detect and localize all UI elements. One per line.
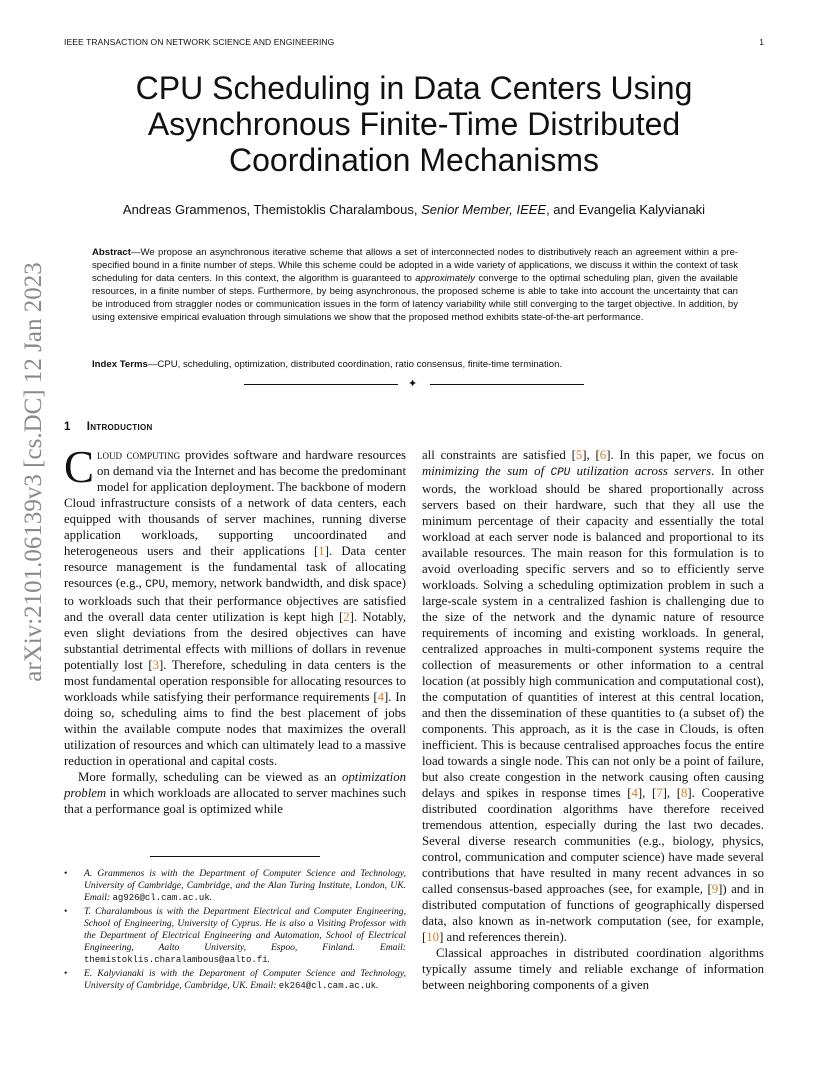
footnote-separator	[150, 856, 320, 857]
footnote	[64, 906, 406, 966]
star-icon: ✦	[408, 377, 418, 390]
text-run: all constraints are satisfied [	[422, 448, 576, 462]
index-terms-text: —CPU, scheduling, optimization, distributed coordination, ratio consensus, finite-time termination.	[147, 359, 563, 370]
citation-link[interactable]: 1	[318, 544, 325, 558]
citation-link[interactable]: 2	[343, 610, 350, 624]
citation-link[interactable]: 7	[656, 786, 663, 800]
text-run: provides software and hardware resources on demand via the Internet and has become the predominant model for application deployment. The backbone of modern Cloud infrastructure consists of a network of data centers, each equipped with thousands of server machines, running diverse application workloads, supporting uncoordinated and heterogeneous users and their applications [	[64, 448, 407, 558]
abstract-label: Abstract	[92, 247, 131, 258]
paragraph	[64, 769, 406, 817]
footnote	[64, 968, 406, 992]
title-line: Asynchronous Finite-Time Distributed	[147, 106, 681, 142]
text-run: ]. In this paper, we focus on	[606, 448, 764, 462]
abstract	[92, 246, 738, 324]
divider-line	[244, 384, 398, 385]
email-address: ag926@cl.cam.ac.uk	[112, 893, 210, 903]
text-run: , memory, network bandwidth, and disk space) to workloads such that their performance objectives are satisfied and the overall data center utilization is kept high [	[64, 576, 406, 624]
paper-title	[64, 70, 764, 178]
paragraph	[422, 447, 764, 945]
footnote-text: A. Grammenos is with the Department of Computer Science and Technology, University of Cambridge, Cambridge, and the Alan Turing Institute, London, UK. Email:	[84, 868, 406, 903]
text-run: ]) and in distributed computation of functions of geographically dispersed data, also known as in-network computation (see, for example, [	[422, 882, 764, 944]
text-run: in which workloads are allocated to server machines such that a performance goal is optimized while	[64, 786, 406, 816]
citation-link[interactable]: 4	[631, 786, 638, 800]
authors-part: Andreas Grammenos, Themistoklis Charalambous,	[122, 202, 422, 217]
email-address: ek264@cl.cam.ac.uk	[278, 981, 377, 991]
paragraph: Classical approaches in distributed coordination algorithms typically assume timely and reliable exchange of information between neighboring components of a given	[422, 946, 764, 992]
lead-words: loud computing	[97, 448, 181, 462]
running-header: IEEE TRANSACTION ON NETWORK SCIENCE AND ENGINEERING	[64, 37, 335, 47]
citation-link[interactable]: 9	[711, 882, 719, 896]
abstract-text: —We propose an asynchronous iterative scheme that allows a set of interconnected nodes to distributively reach an agreement within a pre-specified bound in a finite number of steps. While this scheme could be adopted in a wide variety of applications, we discuss it within the context of task scheduling for data centers. In this context, the algorithm is guaranteed to	[92, 247, 738, 284]
title-line: CPU Scheduling in Data Centers Using	[135, 70, 693, 106]
drop-cap: C	[64, 442, 95, 492]
footnote-end: .	[267, 954, 271, 965]
authors-part: , and Evangelia Kalyvianaki	[546, 202, 706, 217]
footnote-end: .	[376, 980, 379, 991]
citation-link[interactable]: 5	[575, 448, 583, 462]
citation-link[interactable]: 6	[599, 448, 607, 462]
text-run: ], [	[637, 786, 657, 800]
citation-link[interactable]: 3	[152, 658, 160, 672]
section-number: 1	[64, 421, 71, 433]
author-list	[64, 202, 764, 217]
abstract-text: converge to the optimal scheduling plan, given the available resources, in a finite number of steps. Furthermore, by being asynchronous, the proposed scheme is able to take into account the uncertainty that can be introduced from straggler nodes or communication issues in the form of latency variability while still converging to the target objective. In addition, by using extensive empirical evaluation through simulations we show that the proposed method exhibits state-of-the-art performance.	[92, 273, 738, 323]
citation-link[interactable]: 10	[426, 930, 440, 944]
left-column	[64, 442, 407, 816]
emphasis: optimization problem	[64, 770, 406, 800]
index-terms	[92, 358, 738, 371]
emphasis	[422, 464, 711, 478]
text-run: ], [	[662, 786, 681, 800]
paragraph	[64, 442, 407, 769]
right-column	[422, 447, 764, 993]
title-line: Coordination Mechanisms	[229, 142, 599, 178]
citation-link[interactable]: 4	[377, 690, 385, 704]
emphasis-text: minimizing the sum of	[422, 464, 551, 478]
text-run: More formally, scheduling can be viewed as an	[78, 770, 342, 784]
section-divider	[244, 377, 584, 390]
email-address: themistoklis.charalambous@aalto.fi	[84, 955, 268, 965]
affiliation-footnotes	[64, 868, 406, 994]
page-number: 1	[759, 37, 764, 47]
citation-link[interactable]: 8	[680, 786, 688, 800]
text-run: ]. Therefore, scheduling in data centers is the most fundamental operation responsible for allocating resources to workloads while satisfying their performance requirements [	[64, 658, 406, 704]
index-terms-label: Index Terms	[92, 359, 148, 370]
code-text: CPU	[550, 467, 571, 479]
emphasis-text: utilization across servers	[570, 464, 712, 478]
footnote-text: E. Kalyvianaki is with the Department of Computer Science and Technology, University of Cambridge, Cambridge, UK. Email:	[84, 968, 406, 991]
text-run: . In other words, the workload should be shared proportionally across servers based on their hardware, such that they all use the minimum percentage of their capacity and essentially the total workload at each server node is balanced and proportional to its available resources. The main reason for this formulation is to avoid overloading specific servers and so to efficiently serve workloads. Solving a scheduling optimization problem in such a large-scale system in a centralized fashion is challenging due to the size of the network and the dynamic nature of resource requirements of incoming and existing workloads. In general, centralized approaches in multi-component systems require the collection of measurements or other information to a central location (at possibly high communication and computational cost), the computation of quantities of interest at this central location, and then the dissemination of these quantities to (a subset of) the components. This approach, as it is the case in Clouds, is often inefficient. This is because centralised approaches focus the entire load towards a single node. This can not only be a point of failure, but also create congestion in the network causing often causing delays and spikes in response times [	[422, 464, 765, 800]
text-run: ] and references therein).	[439, 930, 567, 944]
divider-line	[430, 384, 584, 385]
footnote-end: .	[209, 892, 213, 903]
author-role: Senior Member, IEEE	[421, 202, 547, 217]
text-run: ]. Cooperative distributed coordination algorithms have therefore received tremendous attention, especially during the last two decades. Several diverse research communities (e.g., biology, physics, control, communication and computer science) have made several contributions that have resulted in many recent advances in so called consensus-based approaches (see, for example, [	[422, 786, 764, 896]
abstract-emphasis: approximately	[415, 273, 475, 284]
text-run: ]. Notably, even slight deviations from the desired objectives can have substantial detrimental effects with millions of dollars in revenue potentially lost [	[64, 610, 406, 672]
text-run: ], [	[582, 448, 600, 462]
footnote	[64, 868, 406, 904]
footnote-text: T. Charalambous is with the Department Electrical and Computer Engineering, School of Engineering, University of Cyprus. He is also a Visiting Professor with the Department of Electrical Engineering and Automation, School of Electrical Engineering, Aalto University, Espoo, Finland. Email:	[84, 906, 406, 953]
code-text: CPU	[145, 579, 166, 591]
text-run: ]. Data center resource management is the fundamental task of allocating resources (e.g.,	[64, 544, 406, 590]
text-run: ]. In doing so, scheduling aims to find the best placement of jobs within the available compute nodes that maximizes the overall utilization of resources and which can ultimately lead to a massive reduction in operational and capital costs.	[64, 690, 406, 768]
section-heading	[64, 421, 153, 433]
arxiv-stamp: arXiv:2101.06139v3 [cs.DC] 12 Jan 2023	[20, 262, 47, 682]
section-title: Introduction	[86, 421, 153, 433]
